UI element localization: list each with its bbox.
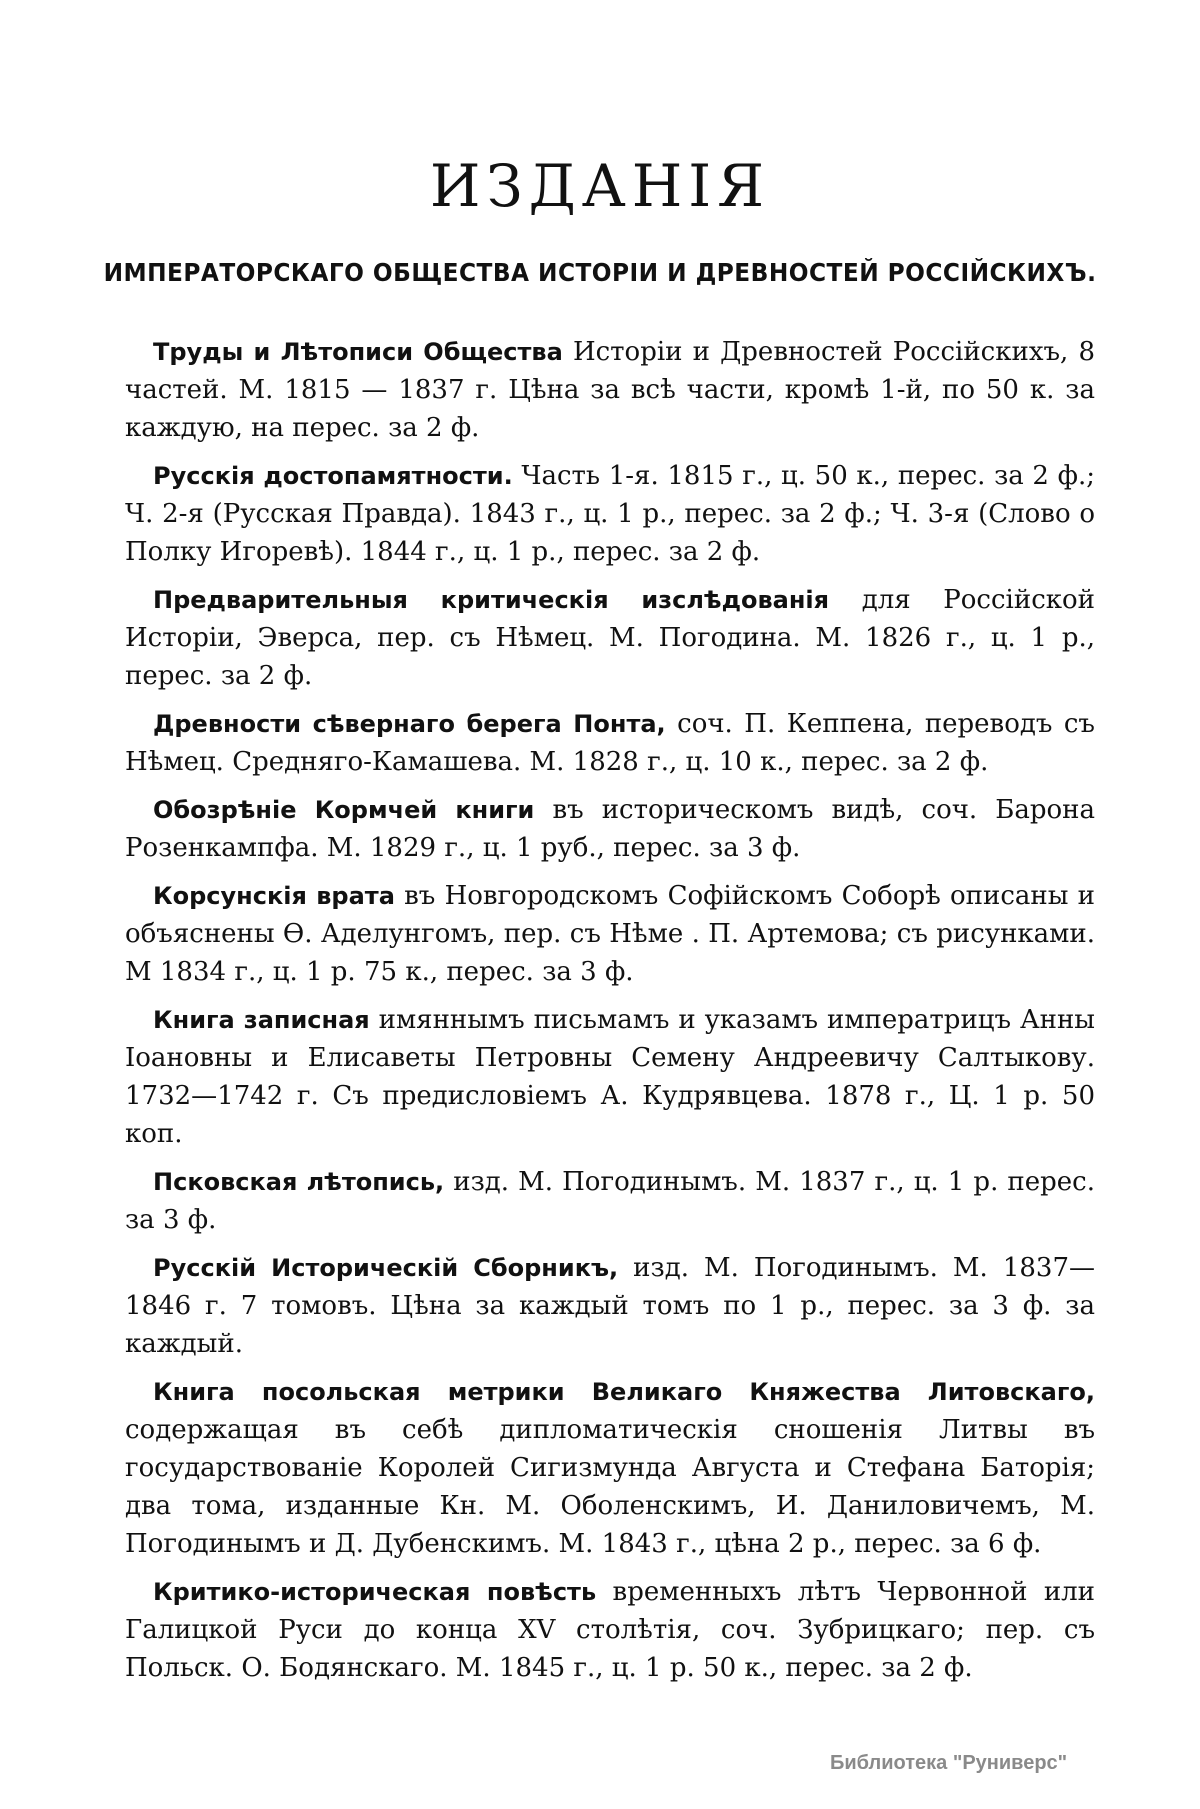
publication-entry <box>125 791 1095 867</box>
publication-entry <box>125 1373 1095 1563</box>
publication-title: Книга записная <box>153 1006 370 1034</box>
publication-title: Обозрѣніе Кормчей книги <box>153 796 535 824</box>
publication-title: Псковская лѣтопись, <box>153 1168 445 1196</box>
library-watermark: Библиотека "Руниверс" <box>830 1752 1068 1774</box>
publication-title: Древности сѣвернаго берега Понта, <box>153 710 666 738</box>
publication-details: соч. П. Кеппена, переводъ съ Нѣмец. Средняго-Камашева. М. 1828 г., ц. 10 к., перес. за 2 ф. <box>125 709 1095 777</box>
page-subtitle: ИМПЕРАТОРСКАГО ОБЩЕСТВА ИСТОРІИ И ДРЕВНОСТЕЙ РОССІЙСКИХЪ. <box>103 258 1097 287</box>
publication-details: Исторіи и Древностей Россійскихъ, 8 частей. М. 1815 — 1837 г. Цѣна за всѣ части, кромѣ 1-й, по 50 к. за каждую, на перес. за 2 ф. <box>125 337 1095 443</box>
publication-entry <box>125 1249 1095 1363</box>
publication-details: содержащая въ себѣ дипломатическія сношенія Литвы въ государствованіе Королей Сигизмунда Августа и Стефана Баторія; два тома, изданные Кн. М. Оболенскимъ, И. Даниловичемъ, М. Погодинымъ и Д. Дубенскимъ. М. 1843 г., цѣна 2 р., перес. за 6 ф. <box>125 1415 1095 1559</box>
publication-details: Часть 1-я. 1815 г., ц. 50 к., перес. за 2 ф.; Ч. 2-я (Русская Правда). 1843 г., ц. 1 р., перес. за 2 ф.; Ч. 3-я (Слово о Полку Игоревѣ). 1844 г., ц. 1 р., перес. за 2 ф. <box>125 461 1095 567</box>
publication-details: изд. М. Погодинымъ. М. 1837 г., ц. 1 р. перес. за 3 ф. <box>125 1167 1096 1235</box>
page-title: ИЗДАНІЯ <box>429 152 771 220</box>
publication-list <box>125 333 1095 1697</box>
publication-details: въ Новгородскомъ Софійскомъ Соборѣ описаны и объяснены Ѳ. Аделунгомъ, пер. съ Нѣме . П. Артемова; съ рисунками. М 1834 г., ц. 1 р. 75 к., перес. за 3 ф. <box>125 881 1096 987</box>
publication-entry <box>125 705 1095 781</box>
publication-title: Русскій Историческій Сборникъ, <box>153 1254 619 1282</box>
publication-title: Предварительныя критическія изслѣдованія <box>153 586 830 614</box>
publication-title: Критико-историческая повѣсть <box>153 1578 597 1606</box>
publication-entry <box>125 581 1095 695</box>
publication-details: имяннымъ письмамъ и указамъ императрицъ Анны Іоановны и Елисаветы Петровны Семену Андреевичу Салтыкову. 1732—1742 г. Съ предисловіемъ А. Кудрявцева. 1878 г., Ц. 1 р. 50 коп. <box>125 1005 1095 1149</box>
publication-details: въ историческомъ видѣ, соч. Барона Розенкампфа. М. 1829 г., ц. 1 руб., перес. за 3 ф. <box>125 795 1095 863</box>
publication-entry <box>125 877 1095 991</box>
publication-entry <box>125 1573 1095 1687</box>
publication-title: Книга посольская метрики Великаго Княжества Литовскаго, <box>153 1378 1095 1406</box>
publication-entry <box>125 1001 1095 1153</box>
publication-title: Русскія достопамятности. <box>153 462 513 490</box>
publication-details: временныхъ лѣтъ Червонной или Галицкой Руси до конца XV столѣтія, соч. Зубрицкаго; пер. съ Польск. О. Бодянскаго. М. 1845 г., ц. 1 р. 50 к., перес. за 2 ф. <box>125 1577 1096 1683</box>
publication-entry <box>125 333 1095 447</box>
publication-entry <box>125 457 1095 571</box>
publication-entry <box>125 1163 1095 1239</box>
publication-title: Труды и Лѣтописи Общества <box>153 338 563 366</box>
publication-details: для Россійской Исторіи, Эверса, пер. съ Нѣмец. М. Погодина. М. 1826 г., ц. 1 р., перес. за 2 ф. <box>125 585 1095 691</box>
publication-details: изд. М. Погодинымъ. М. 1837—1846 г. 7 томовъ. Цѣна за каждый томъ по 1 р., перес. за 3 ф. за каждый. <box>125 1253 1095 1359</box>
publication-title: Корсунскія врата <box>153 882 395 910</box>
